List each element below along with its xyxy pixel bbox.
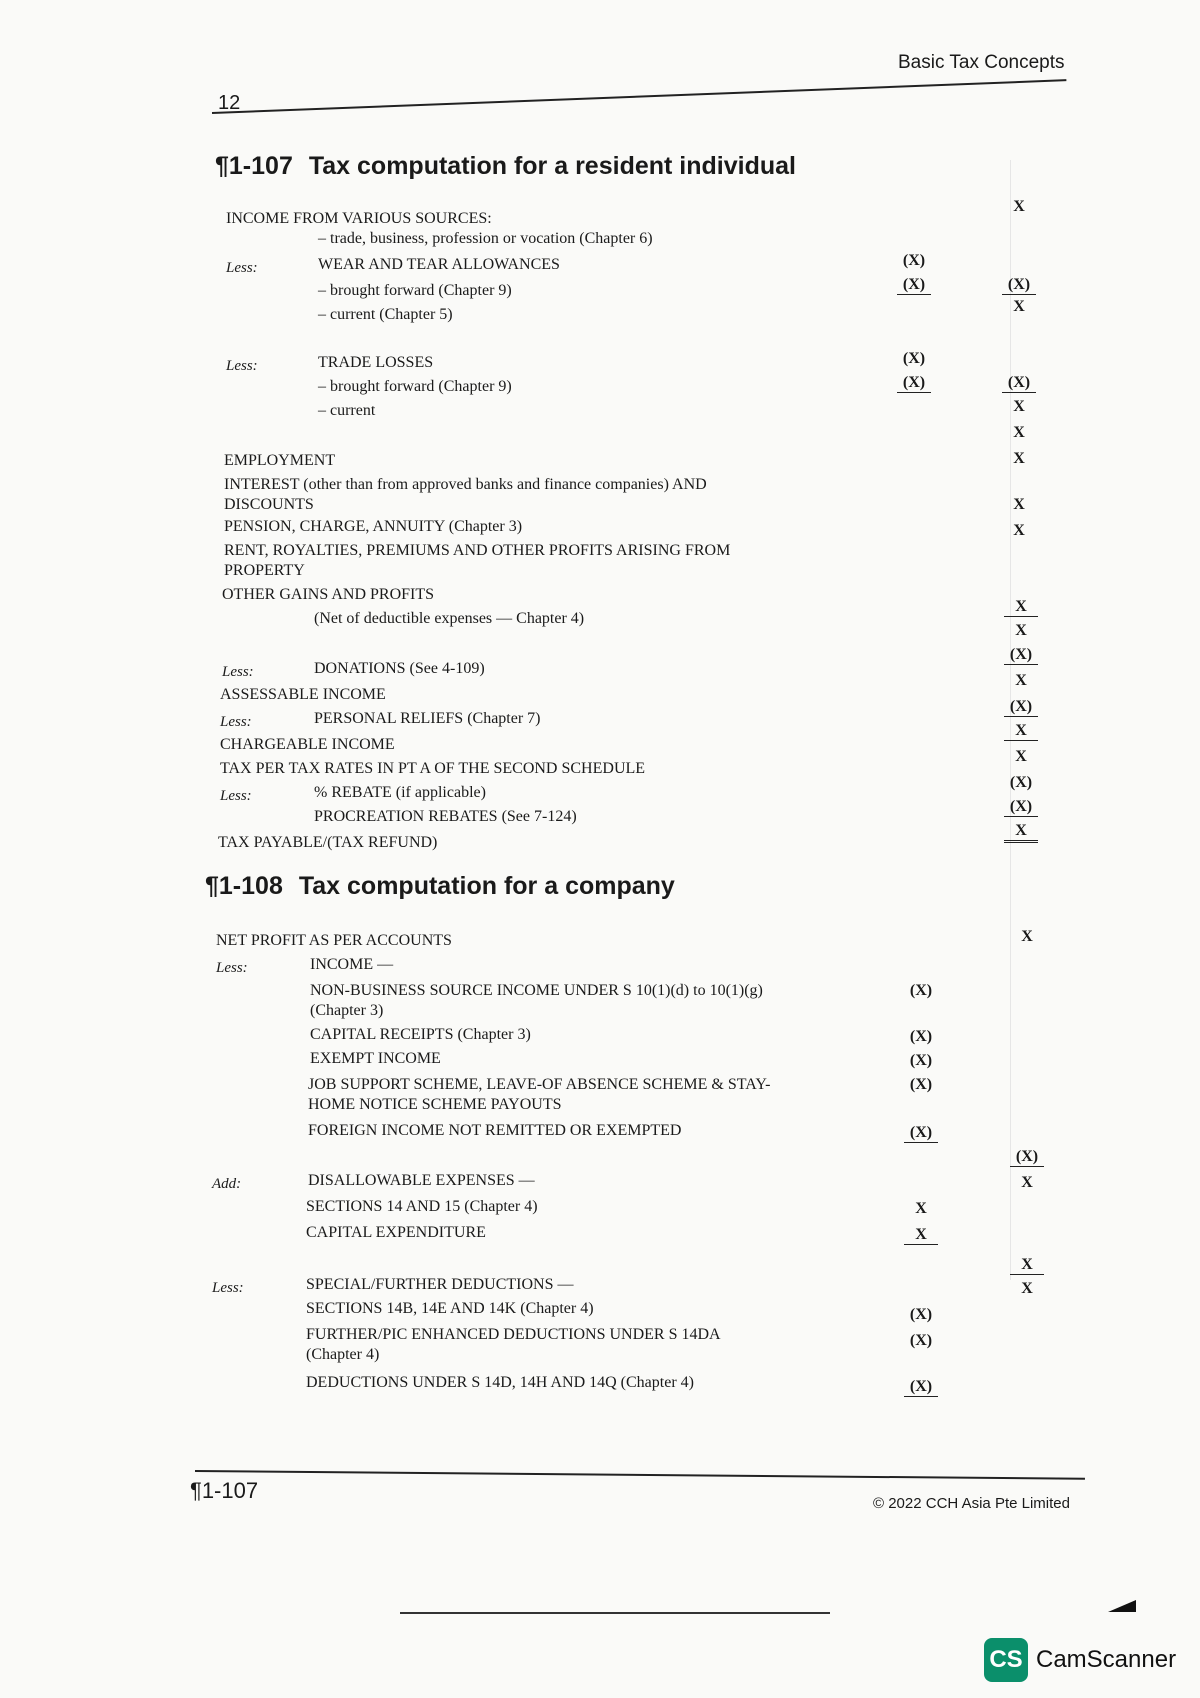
row-label: DISALLOWABLE EXPENSES — [308, 1172, 535, 1189]
row-label: PROCREATION REBATES (See 7-124) [314, 808, 577, 825]
row-label: SPECIAL/FURTHER DEDUCTIONS — [306, 1276, 574, 1293]
row-label: TAX PAYABLE/(TAX REFUND) [218, 834, 438, 851]
scan-edge-line [400, 1612, 830, 1614]
row-label: (Chapter 4) [306, 1346, 380, 1363]
section-title: Tax computation for a company [298, 872, 675, 900]
page-corner-shadow [1108, 1600, 1136, 1612]
camscanner-watermark: CamScanner [1036, 1646, 1177, 1673]
row-label: SECTIONS 14B, 14E AND 14K (Chapter 4) [306, 1300, 594, 1317]
amount-cell: (X) [1002, 276, 1036, 295]
amount-cell: (X) [1004, 698, 1038, 717]
amount-cell: (X) [1009, 774, 1033, 791]
amount-cell: X [1013, 450, 1025, 467]
amount-cell: (X) [897, 276, 931, 295]
less-label: Less: [226, 260, 258, 276]
amount-cell: X [1021, 1280, 1033, 1297]
less-label: Less: [220, 714, 252, 730]
row-label: % REBATE (if applicable) [314, 784, 486, 801]
amount-cell: X [1004, 822, 1038, 843]
row-label: RENT, ROYALTIES, PREMIUMS AND OTHER PROFITS ARISING FROM [224, 542, 731, 559]
bleed-through-edge [1010, 160, 1051, 1280]
amount-cell: X [1013, 298, 1025, 315]
amount-cell: X [1013, 424, 1025, 441]
row-label: DONATIONS (See 4-109) [314, 660, 485, 677]
section-number: ¶1-108 [205, 872, 283, 900]
section-heading-1-108 [205, 872, 675, 901]
less-label: Less: [222, 664, 254, 680]
row-label: – current (Chapter 5) [318, 306, 453, 323]
row-label: – current [318, 402, 376, 419]
row-label: ASSESSABLE INCOME [220, 686, 386, 703]
amount-cell: X [1004, 722, 1038, 741]
row-label: CAPITAL RECEIPTS (Chapter 3) [310, 1026, 531, 1043]
footer-copyright: © 2022 CCH Asia Pte Limited [873, 1495, 1070, 1512]
row-label: NET PROFIT AS PER ACCOUNTS [216, 932, 452, 949]
amount-cell: X [1004, 598, 1038, 617]
amount-cell: (X) [1010, 1148, 1044, 1167]
row-label: FOREIGN INCOME NOT REMITTED OR EXEMPTED [308, 1122, 682, 1139]
amount-cell: (X) [904, 1378, 938, 1397]
amount-cell: X [1021, 1174, 1033, 1191]
amount-cell: (X) [1004, 798, 1038, 817]
row-label: INCOME FROM VARIOUS SOURCES: [226, 210, 492, 227]
row-label: PERSONAL RELIEFS (Chapter 7) [314, 710, 541, 727]
header-rule [212, 79, 1066, 113]
row-label: FURTHER/PIC ENHANCED DEDUCTIONS UNDER S 14DA [306, 1326, 721, 1343]
row-label: HOME NOTICE SCHEME PAYOUTS [308, 1096, 562, 1113]
amount-cell: (X) [904, 1124, 938, 1143]
camscanner-logo-icon: CS [984, 1638, 1028, 1682]
amount-cell: X [1010, 1256, 1044, 1275]
row-label: EXEMPT INCOME [310, 1050, 441, 1067]
row-label: DEDUCTIONS UNDER S 14D, 14H AND 14Q (Chapter 4) [306, 1374, 694, 1391]
row-label: PENSION, CHARGE, ANNUITY (Chapter 3) [224, 518, 523, 535]
page-number: 12 [218, 92, 241, 114]
row-label: – brought forward (Chapter 9) [318, 378, 512, 395]
section-heading-1-107 [215, 152, 796, 181]
less-label: Less: [212, 1280, 244, 1296]
amount-cell: (X) [909, 1052, 933, 1069]
amount-cell: (X) [909, 982, 933, 999]
row-label: NON-BUSINESS SOURCE INCOME UNDER S 10(1)(d) to 10(1)(g) [310, 982, 763, 999]
footer-paragraph-ref: ¶1-107 [190, 1478, 259, 1503]
amount-cell: (X) [1002, 374, 1036, 393]
row-label: CAPITAL EXPENDITURE [306, 1224, 486, 1241]
amount-cell: X [1015, 672, 1027, 689]
row-label: TRADE LOSSES [318, 354, 434, 371]
amount-cell: (X) [1004, 646, 1038, 665]
row-label: (Chapter 3) [310, 1002, 384, 1019]
row-label: DISCOUNTS [224, 496, 314, 513]
amount-cell: X [1015, 748, 1027, 765]
row-label: – brought forward (Chapter 9) [318, 282, 512, 299]
amount-cell: X [1021, 928, 1033, 945]
row-label: SECTIONS 14 AND 15 (Chapter 4) [306, 1198, 538, 1215]
amount-cell: X [1013, 522, 1025, 539]
section-number: ¶1-107 [215, 152, 293, 180]
row-label: – trade, business, profession or vocation (Chapter 6) [318, 230, 653, 247]
amount-cell: X [1015, 622, 1027, 639]
row-label: INCOME — [310, 956, 394, 973]
amount-cell: X [904, 1226, 938, 1245]
less-label: Less: [220, 788, 252, 804]
row-label: WEAR AND TEAR ALLOWANCES [318, 256, 560, 273]
section-title: Tax computation for a resident individual [308, 152, 796, 180]
row-label: EMPLOYMENT [224, 452, 336, 469]
footer-rule [195, 1470, 1085, 1479]
amount-cell: (X) [909, 1306, 933, 1323]
less-label: Less: [216, 960, 248, 976]
amount-cell: (X) [902, 350, 926, 367]
row-label: (Net of deductible expenses — Chapter 4) [314, 610, 585, 627]
row-label: PROPERTY [224, 562, 305, 579]
amount-cell: X [1013, 198, 1025, 215]
amount-cell: X [915, 1200, 927, 1217]
row-label: OTHER GAINS AND PROFITS [222, 586, 435, 603]
row-label: JOB SUPPORT SCHEME, LEAVE-OF ABSENCE SCHEME & STAY- [308, 1076, 771, 1093]
amount-cell: (X) [909, 1076, 933, 1093]
running-title: Basic Tax Concepts [898, 52, 1065, 73]
amount-cell: (X) [902, 252, 926, 269]
row-label: INTEREST (other than from approved banks and finance companies) AND [224, 476, 707, 493]
add-label: Add: [212, 1176, 242, 1192]
amount-cell: (X) [909, 1028, 933, 1045]
amount-cell: X [1013, 496, 1025, 513]
row-label: CHARGEABLE INCOME [220, 736, 395, 753]
amount-cell: (X) [909, 1332, 933, 1349]
row-label: TAX PER TAX RATES IN PT A OF THE SECOND SCHEDULE [220, 760, 646, 777]
amount-cell: X [1013, 398, 1025, 415]
less-label: Less: [226, 358, 258, 374]
amount-cell: (X) [897, 374, 931, 393]
